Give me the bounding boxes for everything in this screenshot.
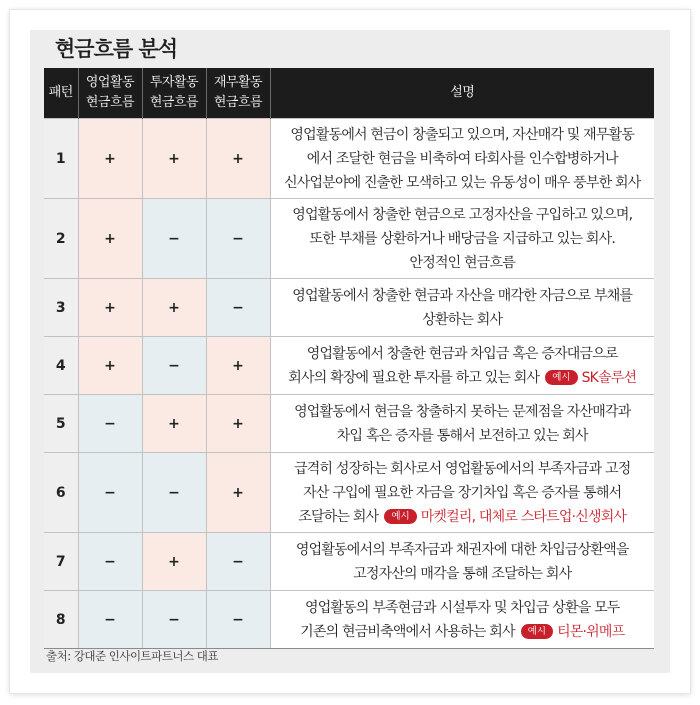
investing-sign: + xyxy=(142,395,206,453)
description-cell xyxy=(270,395,654,453)
description-cell xyxy=(270,279,654,337)
operating-sign: + xyxy=(78,119,142,199)
table-row xyxy=(44,453,654,533)
financing-sign: − xyxy=(206,533,270,591)
operating-sign: + xyxy=(78,199,142,279)
pattern-cell: 5 xyxy=(44,395,78,453)
example-badge: 예시 xyxy=(521,624,553,639)
header-pattern: 패턴 xyxy=(44,68,78,119)
description-cell xyxy=(270,591,654,649)
description-line xyxy=(271,366,655,390)
operating-sign: − xyxy=(78,453,142,533)
description-line xyxy=(271,620,655,644)
pattern-cell: 1 xyxy=(44,119,78,199)
description-line: 영업활동에서 현금을 창출하지 못하는 문제점을 자산매각과 xyxy=(294,403,631,420)
header-investing-line1: 투자활동 xyxy=(149,75,199,90)
table-row xyxy=(44,395,654,453)
description-cell xyxy=(270,533,654,591)
description-line: 영업활동의 부족현금과 시설투자 및 차입금 상환을 모두 xyxy=(304,599,620,616)
header-investing xyxy=(142,68,206,119)
description-text: 조달하는 회사 xyxy=(298,508,379,525)
investing-sign: − xyxy=(142,337,206,395)
table-header-row xyxy=(44,68,654,119)
financing-sign: + xyxy=(206,395,270,453)
description-line: 자산 구입에 필요한 자금을 장기차입 혹은 증자를 통해서 xyxy=(303,484,622,501)
example-text: 티몬·위메프 xyxy=(557,623,625,640)
description-line: 영업활동에서 현금이 창출되고 있으며, 자산매각 및 재무활동 xyxy=(290,126,635,143)
description-line: 영업활동에서 창출한 현금과 차입금 혹은 증자대금으로 xyxy=(306,345,618,362)
operating-sign: − xyxy=(78,591,142,649)
description-line: 급격히 성장하는 회사로서 영업활동에서의 부족자금과 고정 xyxy=(294,460,631,477)
header-description: 설명 xyxy=(270,68,654,119)
investing-sign: + xyxy=(142,279,206,337)
financing-sign: + xyxy=(206,337,270,395)
example-text: 마켓컬리, 대체로 스타트업·신생회사 xyxy=(420,508,627,525)
investing-sign: − xyxy=(142,591,206,649)
pattern-cell: 2 xyxy=(44,199,78,279)
description-line: 안정적인 현금흐름 xyxy=(409,254,515,271)
investing-sign: − xyxy=(142,453,206,533)
description-line: 영업활동에서 창출한 현금과 자산을 매각한 자금으로 부채를 xyxy=(292,287,633,304)
description-text: 회사의 확장에 필요한 투자를 하고 있는 회사 xyxy=(288,369,540,386)
pattern-cell: 3 xyxy=(44,279,78,337)
header-financing-line1: 재무활동 xyxy=(213,75,263,90)
header-financing-line2: 현금흐름 xyxy=(213,95,263,110)
header-operating-line2: 현금흐름 xyxy=(85,95,135,110)
investing-sign: + xyxy=(142,119,206,199)
example-badge: 예시 xyxy=(545,370,577,385)
description-cell xyxy=(270,337,654,395)
description-cell xyxy=(270,199,654,279)
cash-flow-table xyxy=(44,68,654,649)
table-row xyxy=(44,591,654,649)
description-line: 에서 조달한 현금을 비축하여 타회사를 인수합병하거나 xyxy=(306,150,618,167)
description-line: 고정자산의 매각을 통해 조달하는 회사 xyxy=(353,565,572,582)
description-line: 또한 부채를 상환하거나 배당금을 지급하고 있는 회사. xyxy=(309,230,615,247)
operating-sign: + xyxy=(78,337,142,395)
description-line: 영업활동에서 창출한 현금으로 고정자산을 구입하고 있으며, xyxy=(292,206,633,223)
pattern-cell: 7 xyxy=(44,533,78,591)
description-line: 차입 혹은 증자를 통해서 보전하고 있는 회사 xyxy=(336,427,588,444)
operating-sign: − xyxy=(78,533,142,591)
operating-sign: − xyxy=(78,395,142,453)
operating-sign: + xyxy=(78,279,142,337)
table-row xyxy=(44,337,654,395)
header-operating xyxy=(78,68,142,119)
pattern-cell: 4 xyxy=(44,337,78,395)
example-text: SK솔루션 xyxy=(581,369,637,386)
financing-sign: − xyxy=(206,279,270,337)
table-row xyxy=(44,199,654,279)
investing-sign: − xyxy=(142,199,206,279)
source-caption: 출처: 강대준 인사이트파트너스 대표 xyxy=(46,649,218,663)
figure-title: 현금흐름 분석 xyxy=(55,37,178,61)
financing-sign: − xyxy=(206,199,270,279)
description-line xyxy=(271,505,655,529)
description-line: 영업활동에서의 부족자금과 채권자에 대한 차입금상환액을 xyxy=(295,541,629,558)
example-badge: 예시 xyxy=(384,509,416,524)
description-line: 신사업분야에 진출한 모색하고 있는 유동성이 매우 풍부한 회사 xyxy=(284,174,641,191)
pattern-cell: 8 xyxy=(44,591,78,649)
header-operating-line1: 영업활동 xyxy=(85,75,135,90)
table-row xyxy=(44,533,654,591)
description-cell xyxy=(270,453,654,533)
header-financing xyxy=(206,68,270,119)
financing-sign: + xyxy=(206,119,270,199)
description-cell xyxy=(270,119,654,199)
description-text: 기존의 현금비축액에서 사용하는 회사 xyxy=(300,623,515,640)
financing-sign: + xyxy=(206,453,270,533)
description-line: 상환하는 회사 xyxy=(422,311,503,328)
pattern-cell: 6 xyxy=(44,453,78,533)
table-row xyxy=(44,279,654,337)
table-row xyxy=(44,119,654,199)
investing-sign: + xyxy=(142,533,206,591)
header-investing-line2: 현금흐름 xyxy=(149,95,199,110)
financing-sign: − xyxy=(206,591,270,649)
